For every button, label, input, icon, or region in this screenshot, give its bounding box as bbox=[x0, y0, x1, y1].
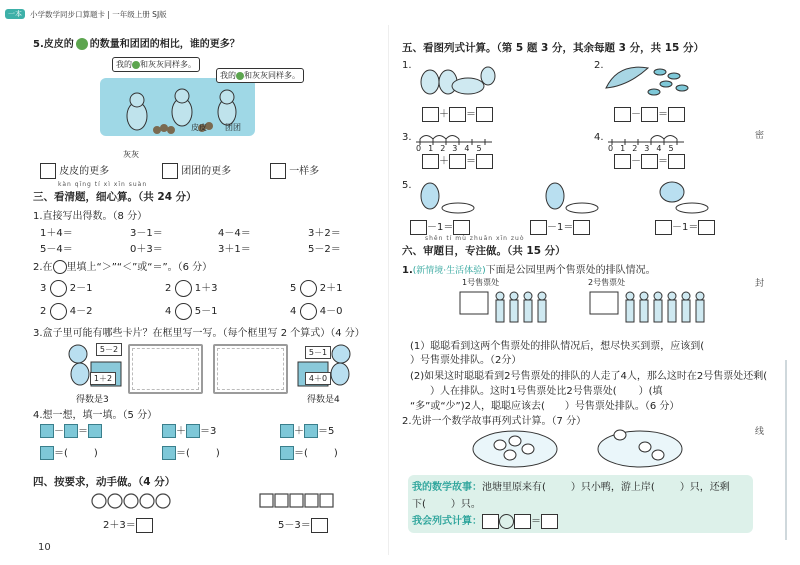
s5-eq-5a: －1＝ bbox=[410, 218, 470, 235]
answer-box[interactable] bbox=[641, 107, 658, 122]
gift-box-icon bbox=[304, 424, 318, 438]
story-line-1: 我的数学故事：池塘里原来有( ）只小鸭，游上岸( ）只，还剩 bbox=[412, 482, 730, 493]
gift-box-icon bbox=[186, 424, 200, 438]
gift-box-icon bbox=[40, 446, 54, 460]
answer-box[interactable] bbox=[270, 163, 286, 179]
gift-box-icon bbox=[88, 424, 102, 438]
compare-item: 5 2＋1 bbox=[290, 279, 342, 297]
answer-box[interactable] bbox=[573, 220, 590, 235]
cats-fish-illustration bbox=[410, 176, 710, 216]
answer-box[interactable] bbox=[422, 107, 439, 122]
circles-row bbox=[90, 492, 180, 510]
answer-box[interactable] bbox=[668, 107, 685, 122]
calc-item[interactable]: 5－4＝ bbox=[40, 244, 73, 255]
s6-q1-title: 1.(新情境·生活体验)下面是公园里两个售票处的排队情况。 bbox=[402, 265, 656, 276]
header-title: 小学数学同步口算题卡 | 一年级上册 SJ版 bbox=[30, 10, 167, 19]
s5-eq-5c: －1＝ bbox=[655, 218, 715, 235]
seal-char: 密 bbox=[755, 131, 765, 141]
answer-box[interactable] bbox=[136, 518, 153, 533]
calc-item[interactable]: 3－1＝ bbox=[130, 228, 163, 239]
speech-bubble-2: 我的 和灰灰同样多。 bbox=[216, 68, 304, 83]
chestnut-icon bbox=[236, 72, 244, 80]
seal-char: 封 bbox=[755, 279, 765, 289]
s6-title: 六、审题目，专注做。（共 15 分） bbox=[402, 245, 566, 257]
s5-title: 五、看图列式计算。（第 5 题 3 分，其余每题 3 分，共 15 分） bbox=[402, 42, 705, 54]
s5-num-4: 4. bbox=[594, 132, 604, 143]
q3-label-1: 得数是3 bbox=[76, 395, 109, 405]
answer-box[interactable] bbox=[614, 154, 631, 169]
q5-option-1[interactable]: 皮皮的更多 bbox=[40, 162, 109, 179]
compare-circle[interactable] bbox=[175, 280, 192, 297]
s3-q3-title: 3.盒子里可能有哪些卡片？在框里写一写。（每个框里写 2 个算式）（4 分） bbox=[33, 328, 365, 339]
q4-item-3: ＋ ＝5 bbox=[280, 422, 334, 438]
s5-eq-2: － ＝ bbox=[614, 105, 685, 122]
story-line-2: 下( ）只。 bbox=[412, 499, 481, 510]
page-header bbox=[0, 0, 800, 22]
s4-eq-1: 2＋3＝ bbox=[103, 516, 153, 533]
answer-box[interactable] bbox=[541, 514, 558, 529]
q4-item-2: ＋ ＝3 bbox=[162, 422, 216, 438]
answer-frame-2[interactable] bbox=[213, 344, 288, 394]
q4-item-3b: ＝( ) bbox=[280, 444, 338, 460]
squares-row bbox=[258, 492, 338, 510]
page-divider bbox=[388, 25, 389, 555]
answer-box[interactable] bbox=[698, 220, 715, 235]
label-huihui: 灰灰 bbox=[123, 150, 139, 159]
calc-line: 我会列式计算： ＝ bbox=[412, 512, 558, 529]
gift-box-icon bbox=[64, 424, 78, 438]
compare-circle[interactable] bbox=[50, 280, 67, 297]
squirrels-illustration bbox=[112, 88, 242, 138]
operator-circle[interactable] bbox=[499, 514, 514, 529]
s3-title: 三、看清题，细心算。（共 24 分） bbox=[33, 191, 197, 203]
label-pipi: 皮皮 bbox=[191, 123, 207, 132]
answer-box[interactable] bbox=[641, 154, 658, 169]
q5-title: 5.皮皮的 的数量和团团的相比，谁的更多？ bbox=[33, 39, 240, 50]
fish-illustration bbox=[598, 58, 698, 102]
answer-box[interactable] bbox=[482, 514, 499, 529]
q4-item-1: － ＝ bbox=[40, 422, 102, 438]
answer-box[interactable] bbox=[453, 220, 470, 235]
s3-q1-title: 1.直接写出得数。（8 分） bbox=[33, 211, 148, 222]
s3-pinyin: kàn qīng tí xì xīn suàn bbox=[58, 181, 148, 188]
compare-item: 2 1＋3 bbox=[165, 279, 217, 297]
answer-frame-1[interactable] bbox=[128, 344, 203, 394]
s6-p1b: ）号售票处排队。（2分） bbox=[410, 355, 522, 366]
card-top-1: 5－2 bbox=[96, 343, 122, 356]
answer-box[interactable] bbox=[449, 154, 466, 169]
answer-box[interactable] bbox=[530, 220, 547, 235]
answer-box[interactable] bbox=[476, 107, 493, 122]
s6-p2-line2: ）人在排队。这时1号售票处比2号售票处( ）(填 bbox=[430, 386, 663, 397]
answer-box[interactable] bbox=[40, 163, 56, 179]
compare-item: 2 4－2 bbox=[40, 302, 92, 320]
s5-eq-1: ＋ ＝ bbox=[422, 105, 493, 122]
chestnut-icon bbox=[132, 61, 140, 69]
answer-box[interactable] bbox=[162, 163, 178, 179]
calc-item[interactable]: 3＋2＝ bbox=[308, 228, 341, 239]
compare-item: 4 5－1 bbox=[165, 302, 217, 320]
q3-label-2: 得数是4 bbox=[307, 395, 340, 405]
calc-item[interactable]: 3＋1＝ bbox=[218, 244, 251, 255]
rabbits-illustration bbox=[410, 58, 500, 100]
label-tuantuan: 团团 bbox=[225, 123, 241, 132]
gift-box-icon bbox=[280, 446, 294, 460]
s5-eq-4: － ＝ bbox=[614, 152, 685, 169]
s6-pinyin: shěn tí mù zhuān xīn zuò bbox=[425, 235, 525, 242]
window-2-label: 2号售票处 bbox=[588, 278, 626, 287]
compare-circle[interactable] bbox=[175, 303, 192, 320]
window-1-label: 1号售票处 bbox=[462, 278, 500, 287]
s5-num-3: 3. bbox=[402, 132, 412, 143]
q4-item-1b: ＝( ) bbox=[40, 444, 98, 460]
answer-box[interactable] bbox=[614, 107, 631, 122]
gift-box-icon bbox=[162, 424, 176, 438]
ducks-ponds-illustration bbox=[470, 427, 720, 473]
brand-tag: 一本 bbox=[5, 9, 25, 19]
s6-p2-line3: “多”或“少”)2人，聪聪应该去( ）号售票处排队。（6 分） bbox=[410, 401, 680, 412]
calc-item[interactable]: 0＋3＝ bbox=[130, 244, 163, 255]
answer-box[interactable] bbox=[449, 107, 466, 122]
answer-box[interactable] bbox=[311, 518, 328, 533]
gift-box-icon bbox=[280, 424, 294, 438]
answer-box[interactable] bbox=[410, 220, 427, 235]
s6-p1: (1）聪聪看到这两个售票处的排队情况后，想尽快买到票，应该到( bbox=[410, 341, 705, 352]
s5-eq-3: ＋ ＝ bbox=[422, 152, 493, 169]
right-edge-bar bbox=[785, 360, 787, 540]
compare-item: 4 4－0 bbox=[290, 302, 342, 320]
answer-box[interactable] bbox=[476, 154, 493, 169]
s5-eq-5b: －1＝ bbox=[530, 218, 590, 235]
s3-q4-title: 4.想一想，填一填。（5 分） bbox=[33, 410, 158, 421]
speech-bubble-1: 我的 和灰灰同样多。 bbox=[112, 57, 200, 72]
seal-char: 线 bbox=[755, 427, 765, 437]
chestnut-icon bbox=[76, 38, 88, 50]
answer-box[interactable] bbox=[422, 154, 439, 169]
calc-item[interactable]: 1＋4＝ bbox=[40, 228, 73, 239]
compare-circle[interactable] bbox=[300, 303, 317, 320]
s5-num-5: 5. bbox=[402, 180, 412, 191]
compare-circle[interactable] bbox=[300, 280, 317, 297]
answer-box[interactable] bbox=[668, 154, 685, 169]
number-line-labels-1: 012345 bbox=[416, 144, 489, 153]
answer-box[interactable] bbox=[655, 220, 672, 235]
compare-circle[interactable] bbox=[50, 303, 67, 320]
gift-box-icon bbox=[40, 424, 54, 438]
card-bottom-1: 1＋2 bbox=[90, 372, 116, 385]
compare-item: 3 2－1 bbox=[40, 279, 92, 297]
answer-box[interactable] bbox=[514, 514, 531, 529]
s4-eq-2: 5－3＝ bbox=[278, 516, 328, 533]
circle-placeholder-icon bbox=[53, 260, 67, 274]
calc-item[interactable]: 5－2＝ bbox=[308, 244, 341, 255]
q5-option-2[interactable]: 团团的更多 bbox=[162, 162, 231, 179]
number-line-labels-2: 012345 bbox=[608, 144, 681, 153]
s4-title: 四、按要求，动手做。（4 分） bbox=[33, 476, 176, 488]
card-top-2: 5－1 bbox=[305, 346, 331, 359]
s3-q2-title: 2.在 里填上“＞”“＜”或“＝”。（6 分） bbox=[33, 262, 213, 273]
card-bottom-2: 4＋0 bbox=[305, 372, 331, 385]
s5-num-2: 2. bbox=[594, 60, 604, 71]
q4-item-2b: ＝( ) bbox=[162, 444, 220, 460]
page-number: 10 bbox=[38, 542, 51, 553]
calc-item[interactable]: 4－4＝ bbox=[218, 228, 251, 239]
s6-p2: (2)如果这时聪聪看到2号售票处的排队的人走了4人，那么这时在2号售票处还剩( bbox=[410, 371, 768, 382]
queue-illustration bbox=[440, 286, 730, 332]
gift-box-icon bbox=[162, 446, 176, 460]
s5-num-1: 1. bbox=[402, 60, 412, 71]
s6-q2-title: 2.先讲一个数学故事再列式计算。（7 分） bbox=[402, 416, 587, 427]
q5-option-3[interactable]: 一样多 bbox=[270, 162, 319, 179]
